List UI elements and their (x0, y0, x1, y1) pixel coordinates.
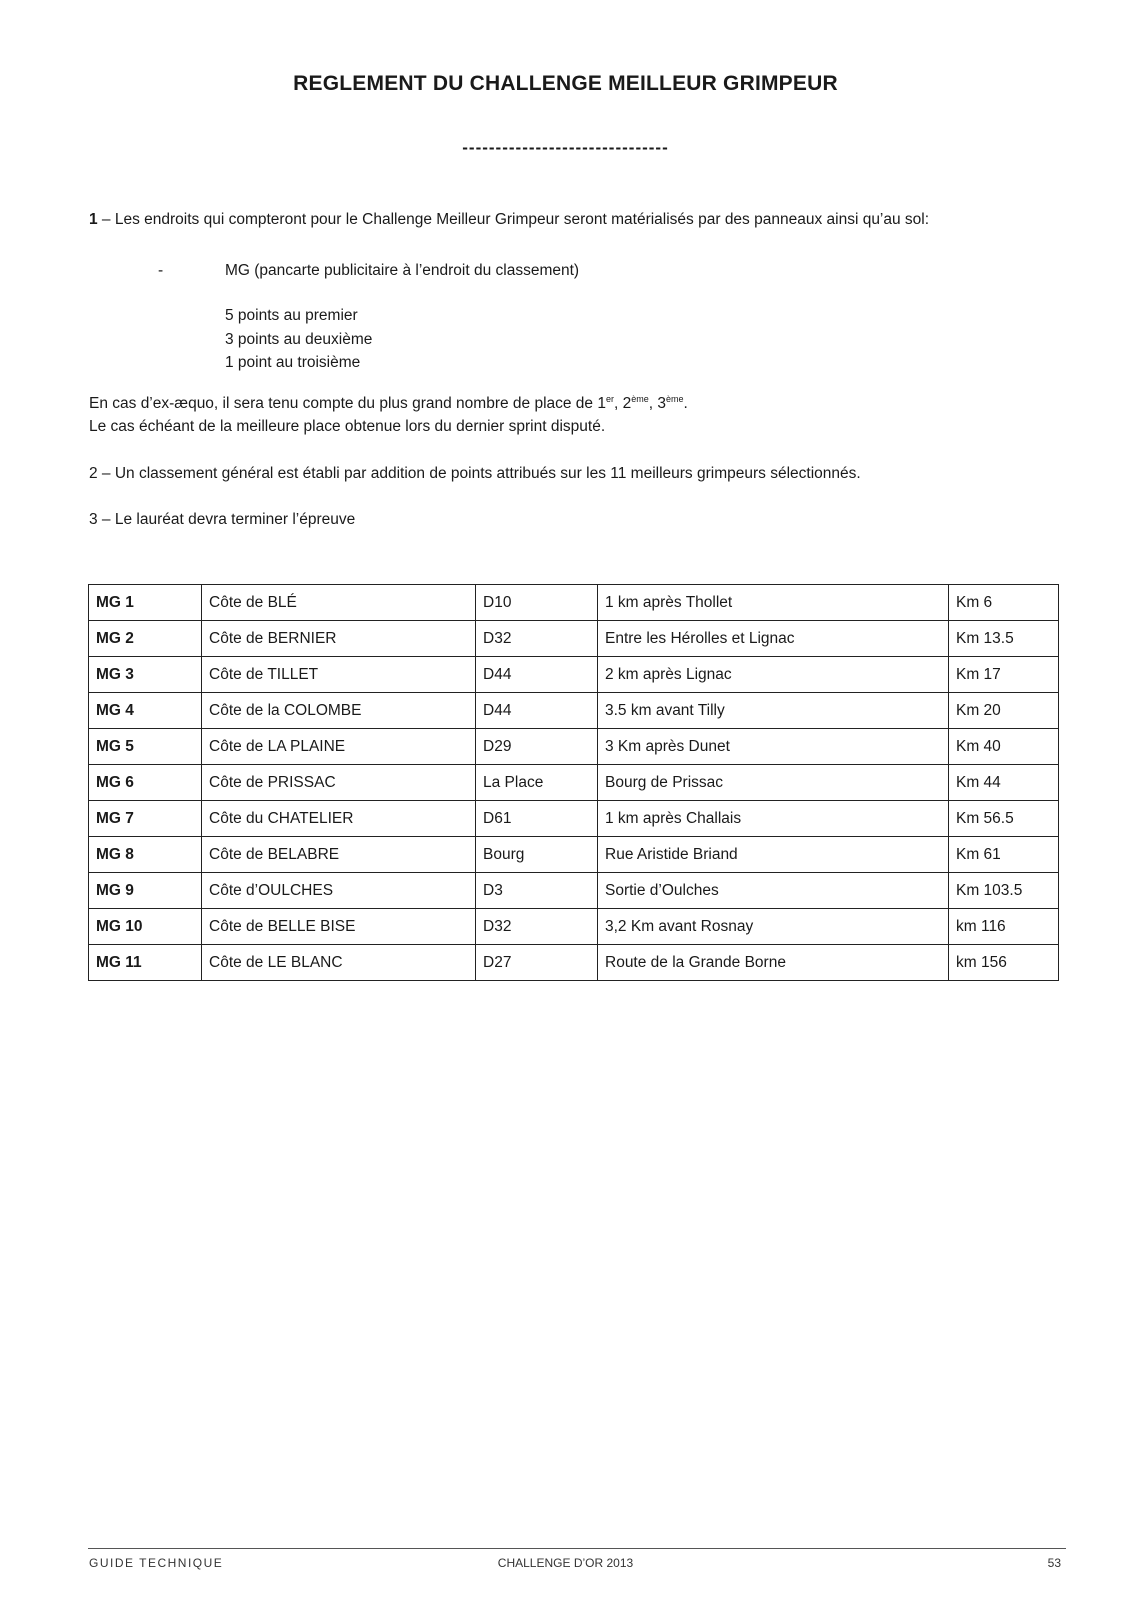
climb-name: Côte du CHATELIER (202, 801, 476, 837)
footer-left: GUIDE TECHNIQUE (89, 1556, 224, 1570)
rule-3: 3 – Le lauréat devra terminer l’épreuve (89, 511, 356, 528)
climb-code: MG 7 (89, 801, 202, 837)
climb-name: Côte d’OULCHES (202, 873, 476, 909)
tie-text: En cas d’ex-æquo, il sera tenu compte du plus grand nombre de place de 1 (89, 395, 606, 412)
table-row (89, 693, 1059, 729)
climb-name: Côte de BLÉ (202, 585, 476, 621)
climb-km: Km 17 (949, 657, 1059, 693)
climb-road: D44 (476, 693, 598, 729)
climb-code: MG 11 (89, 945, 202, 981)
climbs-table (88, 584, 1059, 981)
climb-name: Côte de la COLOMBE (202, 693, 476, 729)
climb-location: 3,2 Km avant Rosnay (598, 909, 949, 945)
climb-location: 1 km après Challais (598, 801, 949, 837)
tie-sup: ème (665, 393, 684, 404)
climb-name: Côte de BELLE BISE (202, 909, 476, 945)
climb-road: D44 (476, 657, 598, 693)
climb-location: Sortie d’Oulches (598, 873, 949, 909)
tie-rule (89, 392, 688, 438)
climb-road: D27 (476, 945, 598, 981)
climb-location: Route de la Grande Borne (598, 945, 949, 981)
table-row (89, 909, 1059, 945)
points-item: 3 points au deuxième (225, 330, 373, 348)
table-row (89, 621, 1059, 657)
climb-location: 1 km après Thollet (598, 585, 949, 621)
tie-sup: er (605, 393, 614, 404)
climb-km: Km 44 (949, 765, 1059, 801)
table-row (89, 945, 1059, 981)
climb-road: D32 (476, 909, 598, 945)
climb-road: Bourg (476, 837, 598, 873)
climb-km: Km 40 (949, 729, 1059, 765)
climb-name: Côte de LA PLAINE (202, 729, 476, 765)
climb-location: 3.5 km avant Tilly (598, 693, 949, 729)
tie-text: . (683, 395, 688, 412)
climb-location: 2 km après Lignac (598, 657, 949, 693)
climb-name: Côte de TILLET (202, 657, 476, 693)
climb-code: MG 9 (89, 873, 202, 909)
climb-road: La Place (476, 765, 598, 801)
table-row (89, 873, 1059, 909)
table-row (89, 837, 1059, 873)
rule-1 (89, 208, 929, 231)
climb-code: MG 8 (89, 837, 202, 873)
title-separator: ------------------------------- (462, 138, 669, 157)
page-number: 53 (1047, 1556, 1061, 1570)
page-title: REGLEMENT DU CHALLENGE MEILLEUR GRIMPEUR (293, 72, 838, 95)
climb-name: Côte de LE BLANC (202, 945, 476, 981)
table-row (89, 729, 1059, 765)
table-row (89, 765, 1059, 801)
tie-sup: ème (631, 393, 649, 404)
climb-name: Côte de BERNIER (202, 621, 476, 657)
climb-km: Km 6 (949, 585, 1059, 621)
bullet-text: MG (pancarte publicitaire à l’endroit du classement) (225, 262, 580, 279)
climb-km: km 156 (949, 945, 1059, 981)
tie-text: , 3 (648, 395, 666, 412)
climb-code: MG 1 (89, 585, 202, 621)
climb-name: Côte de PRISSAC (202, 765, 476, 801)
climb-location: Entre les Hérolles et Lignac (598, 621, 949, 657)
climb-code: MG 2 (89, 621, 202, 657)
climb-code: MG 10 (89, 909, 202, 945)
tie-text: , 2 (614, 395, 632, 412)
climb-road: D32 (476, 621, 598, 657)
climb-km: Km 56.5 (949, 801, 1059, 837)
climb-km: Km 13.5 (949, 621, 1059, 657)
climb-road: D10 (476, 585, 598, 621)
points-item: 5 points au premier (225, 307, 358, 324)
table-row (89, 801, 1059, 837)
climb-code: MG 4 (89, 693, 202, 729)
footer-center: CHALLENGE D’OR 2013 (497, 1556, 634, 1570)
climb-km: Km 103.5 (949, 873, 1059, 909)
table-row (89, 657, 1059, 693)
climb-location: Bourg de Prissac (598, 765, 949, 801)
climb-code: MG 5 (89, 729, 202, 765)
rule-2: 2 – Un classement général est établi par addition de points attribués sur les 11 meilleurs grimpeurs sélectionnés. (89, 465, 861, 482)
tie-line-2: Le cas échéant de la meilleure place obtenue lors du dernier sprint disputé. (89, 418, 606, 435)
climb-road: D61 (476, 801, 598, 837)
climb-name: Côte de BELABRE (202, 837, 476, 873)
points-item: 1 point au troisième (225, 354, 361, 371)
climb-location: Rue Aristide Briand (598, 837, 949, 873)
climb-km: Km 61 (949, 837, 1059, 873)
points-list (225, 304, 372, 375)
rule-1-text: – Les endroits qui compteront pour le Challenge Meilleur Grimpeur seront matérialisés par des panneaux ainsi qu’au sol: (97, 211, 930, 228)
climb-km: km 116 (949, 909, 1059, 945)
climb-road: D29 (476, 729, 598, 765)
rule-1-number: 1 (89, 211, 98, 228)
bullet-dash: - (158, 262, 164, 279)
climb-km: Km 20 (949, 693, 1059, 729)
climb-code: MG 6 (89, 765, 202, 801)
footer-divider (88, 1548, 1066, 1549)
tie-line-1 (89, 392, 688, 415)
climb-location: 3 Km après Dunet (598, 729, 949, 765)
table-row (89, 585, 1059, 621)
climb-code: MG 3 (89, 657, 202, 693)
climb-road: D3 (476, 873, 598, 909)
